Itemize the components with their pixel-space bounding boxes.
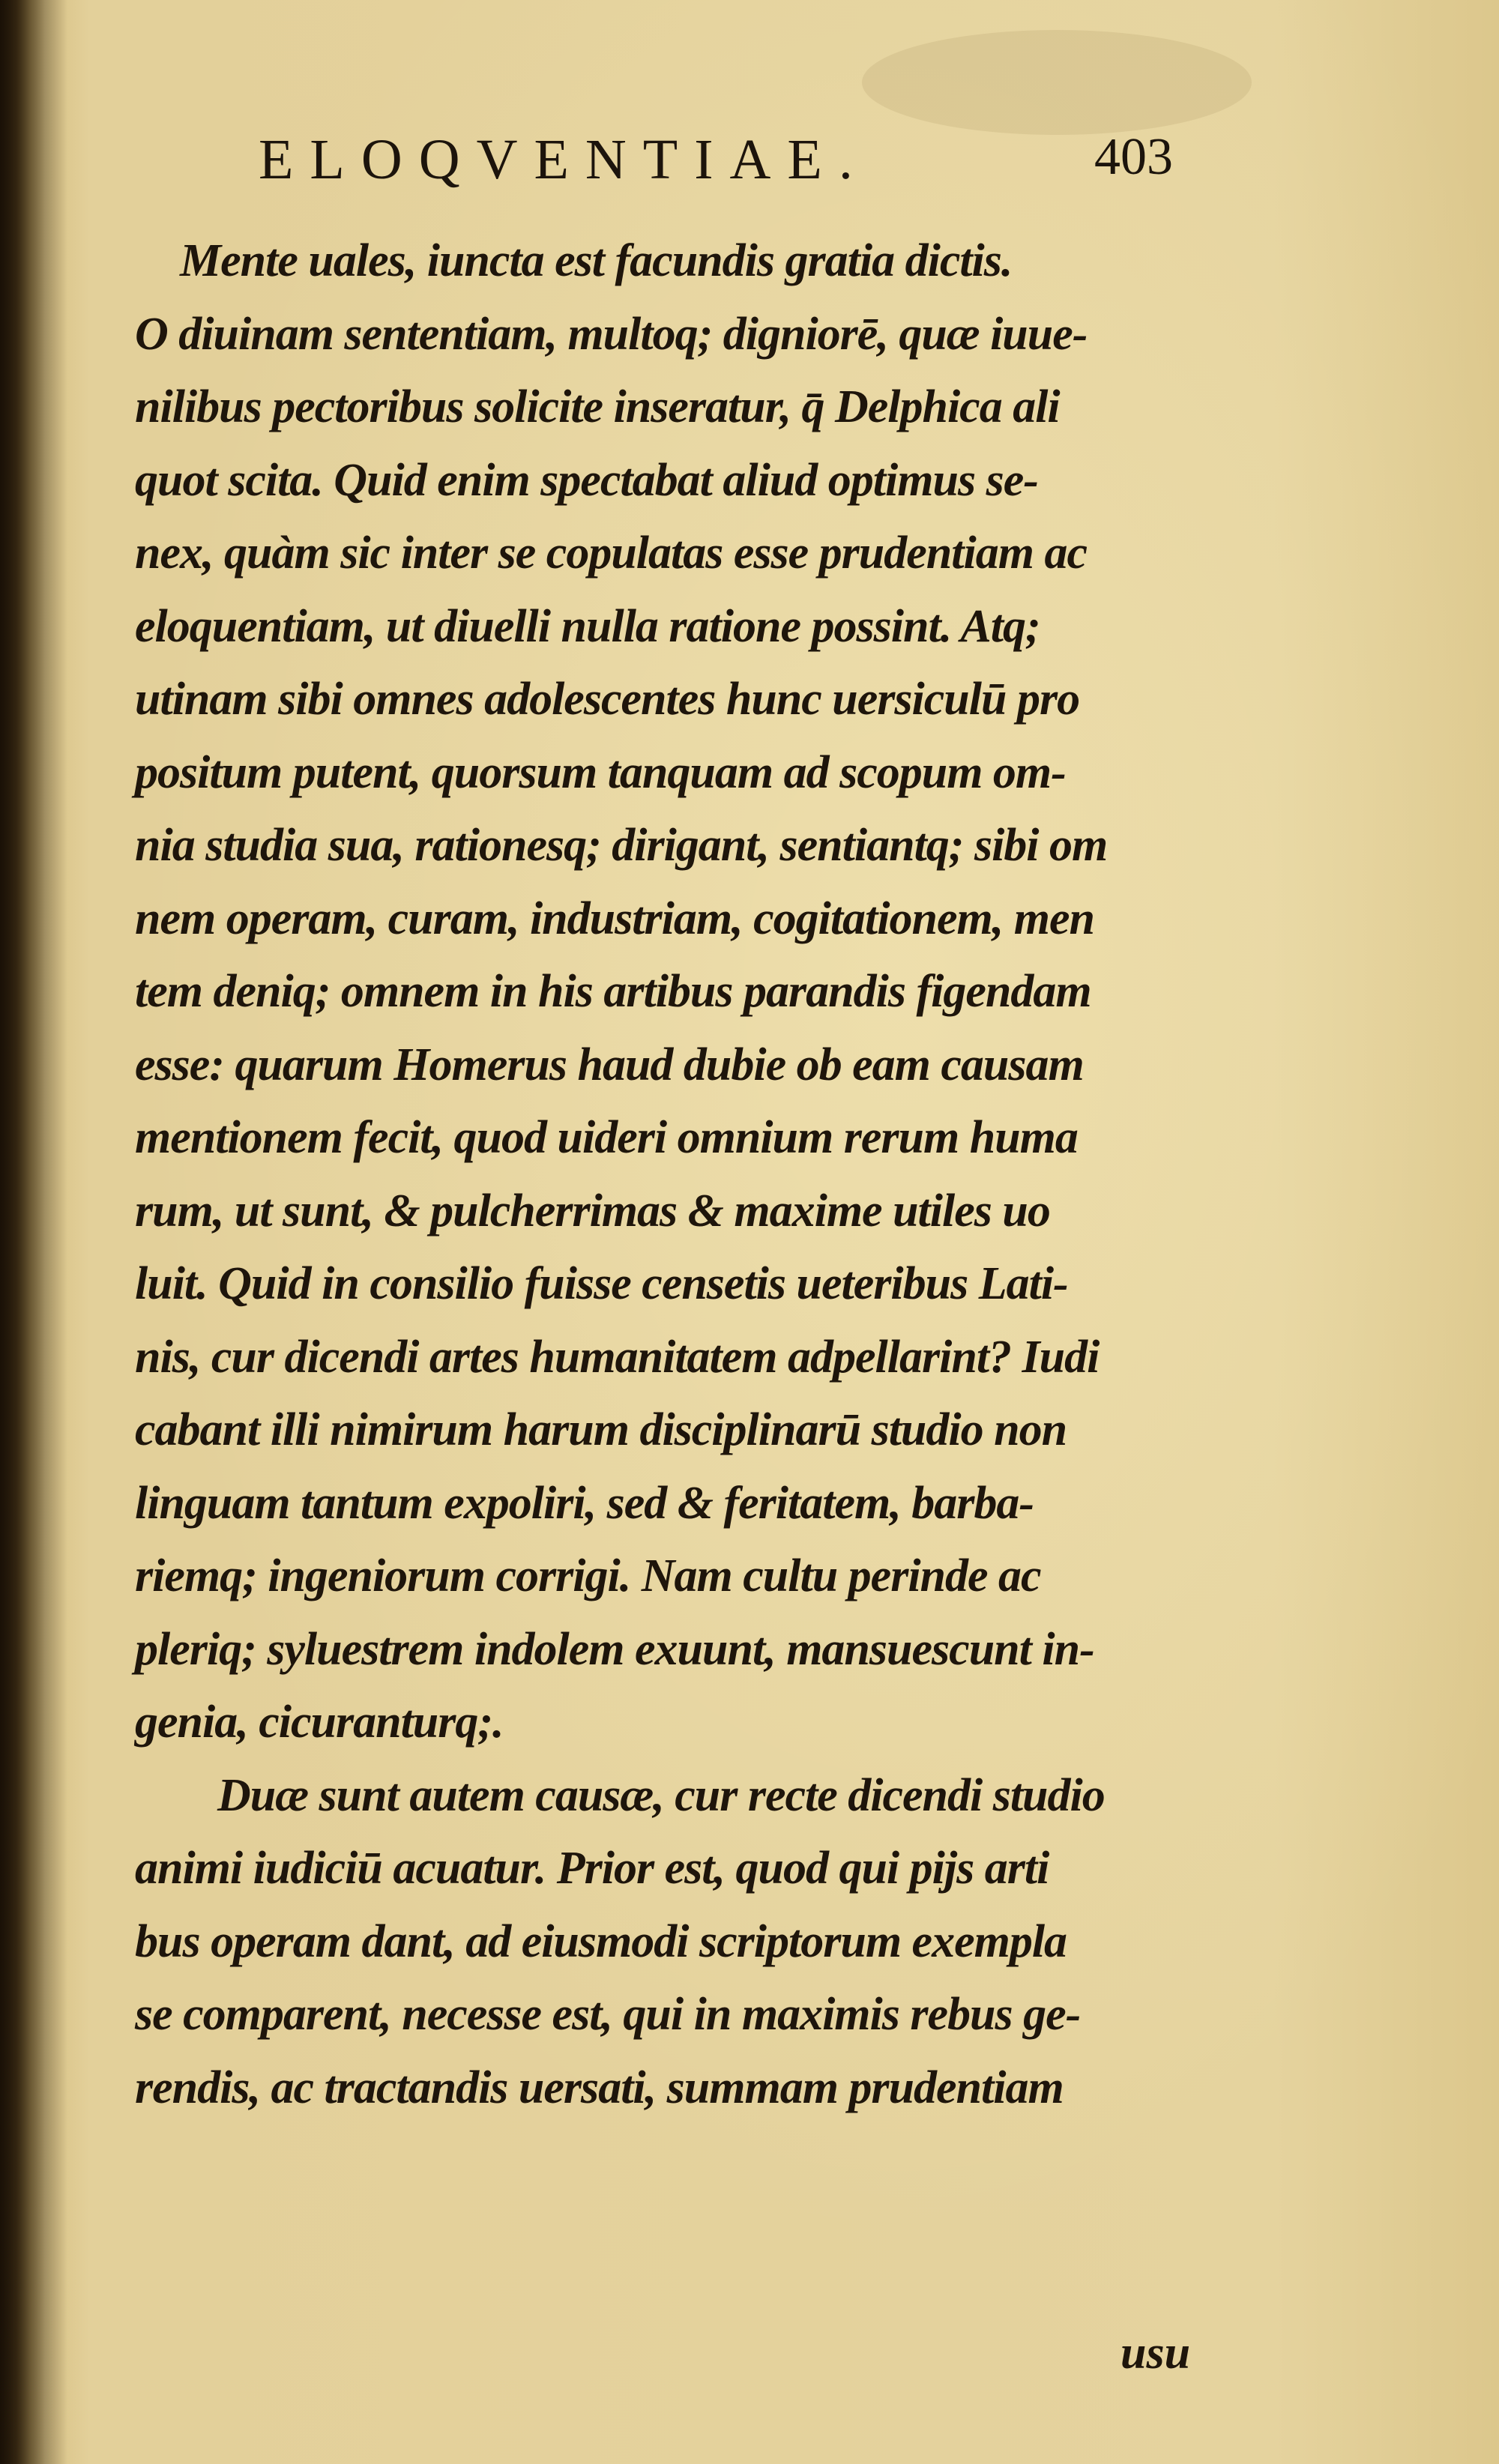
page-number: 403: [1094, 128, 1173, 186]
text-line: eloquentiam, ut diuelli nulla ratione possint. Atq;: [135, 600, 1040, 652]
text-line: mentionem fecit, quod uideri omnium rerum huma: [135, 1112, 1078, 1163]
text-line: rum, ut sunt, & pulcherrimas & maxime utiles uo: [135, 1185, 1050, 1236]
paper-stain: [862, 30, 1252, 135]
text-line: animi iudiciū acuatur. Prior est, quod qui pijs arti: [135, 1843, 1049, 1894]
running-head: ELOQVENTIAE.: [259, 128, 869, 191]
text-line: nilibus pectoribus solicite inseratur, q̄ Delphica ali: [135, 381, 1060, 432]
text-line: linguam tantum expoliri, sed & feritatem, barba-: [135, 1477, 1034, 1529]
catchword: usu: [1121, 2328, 1191, 2379]
binding-gutter-shadow: [0, 0, 67, 2464]
text-line: luit. Quid in consilio fuisse censetis ueteribus Lati-: [135, 1258, 1068, 1309]
paragraph-start-line: Duæ sunt autem causæ, cur recte dicendi studio: [217, 1769, 1105, 1821]
text-line: nex, quàm sic inter se copulatas esse prudentiam ac: [135, 528, 1087, 579]
text-line: tem deniq; omnem in his artibus parandis figendam: [135, 966, 1091, 1017]
text-line: nis, cur dicendi artes humanitatem adpellarint? Iudi: [135, 1331, 1100, 1383]
text-line: cabant illi nimirum harum disciplinarū studio non: [135, 1404, 1067, 1455]
text-line: positum putent, quorsum tanquam ad scopum om-: [135, 746, 1066, 798]
text-line: genia, cicuranturq;.: [135, 1697, 504, 1748]
page-header: [259, 127, 1173, 210]
text-line: nem operam, curam, industriam, cogitationem, men: [135, 893, 1094, 944]
text-line: se comparent, necesse est, qui in maximis rebus ge-: [135, 1989, 1081, 2040]
text-line: O diuinam sententiam, multoq; digniorē, quæ iuue-: [135, 308, 1088, 360]
body-text: [135, 225, 1199, 2125]
text-line: esse: quarum Homerus haud dubie ob eam causam: [135, 1039, 1084, 1090]
text-line: Mente uales, iuncta est facundis gratia dictis.: [180, 235, 1013, 286]
text-line: rendis, ac tractandis uersati, summam prudentiam: [135, 2062, 1064, 2113]
text-line: nia studia sua, rationesq; dirigant, sentiantq; sibi om: [135, 820, 1108, 871]
text-line: pleriq; syluestrem indolem exuunt, mansuescunt in-: [135, 1623, 1094, 1675]
text-line: riemq; ingeniorum corrigi. Nam cultu perinde ac: [135, 1550, 1041, 1601]
text-line: bus operam dant, ad eiusmodi scriptorum exempla: [135, 1915, 1067, 1967]
text-line: quot scita. Quid enim spectabat aliud optimus se-: [135, 454, 1038, 506]
text-line: utinam sibi omnes adolescentes hunc uersiculū pro: [135, 674, 1080, 725]
